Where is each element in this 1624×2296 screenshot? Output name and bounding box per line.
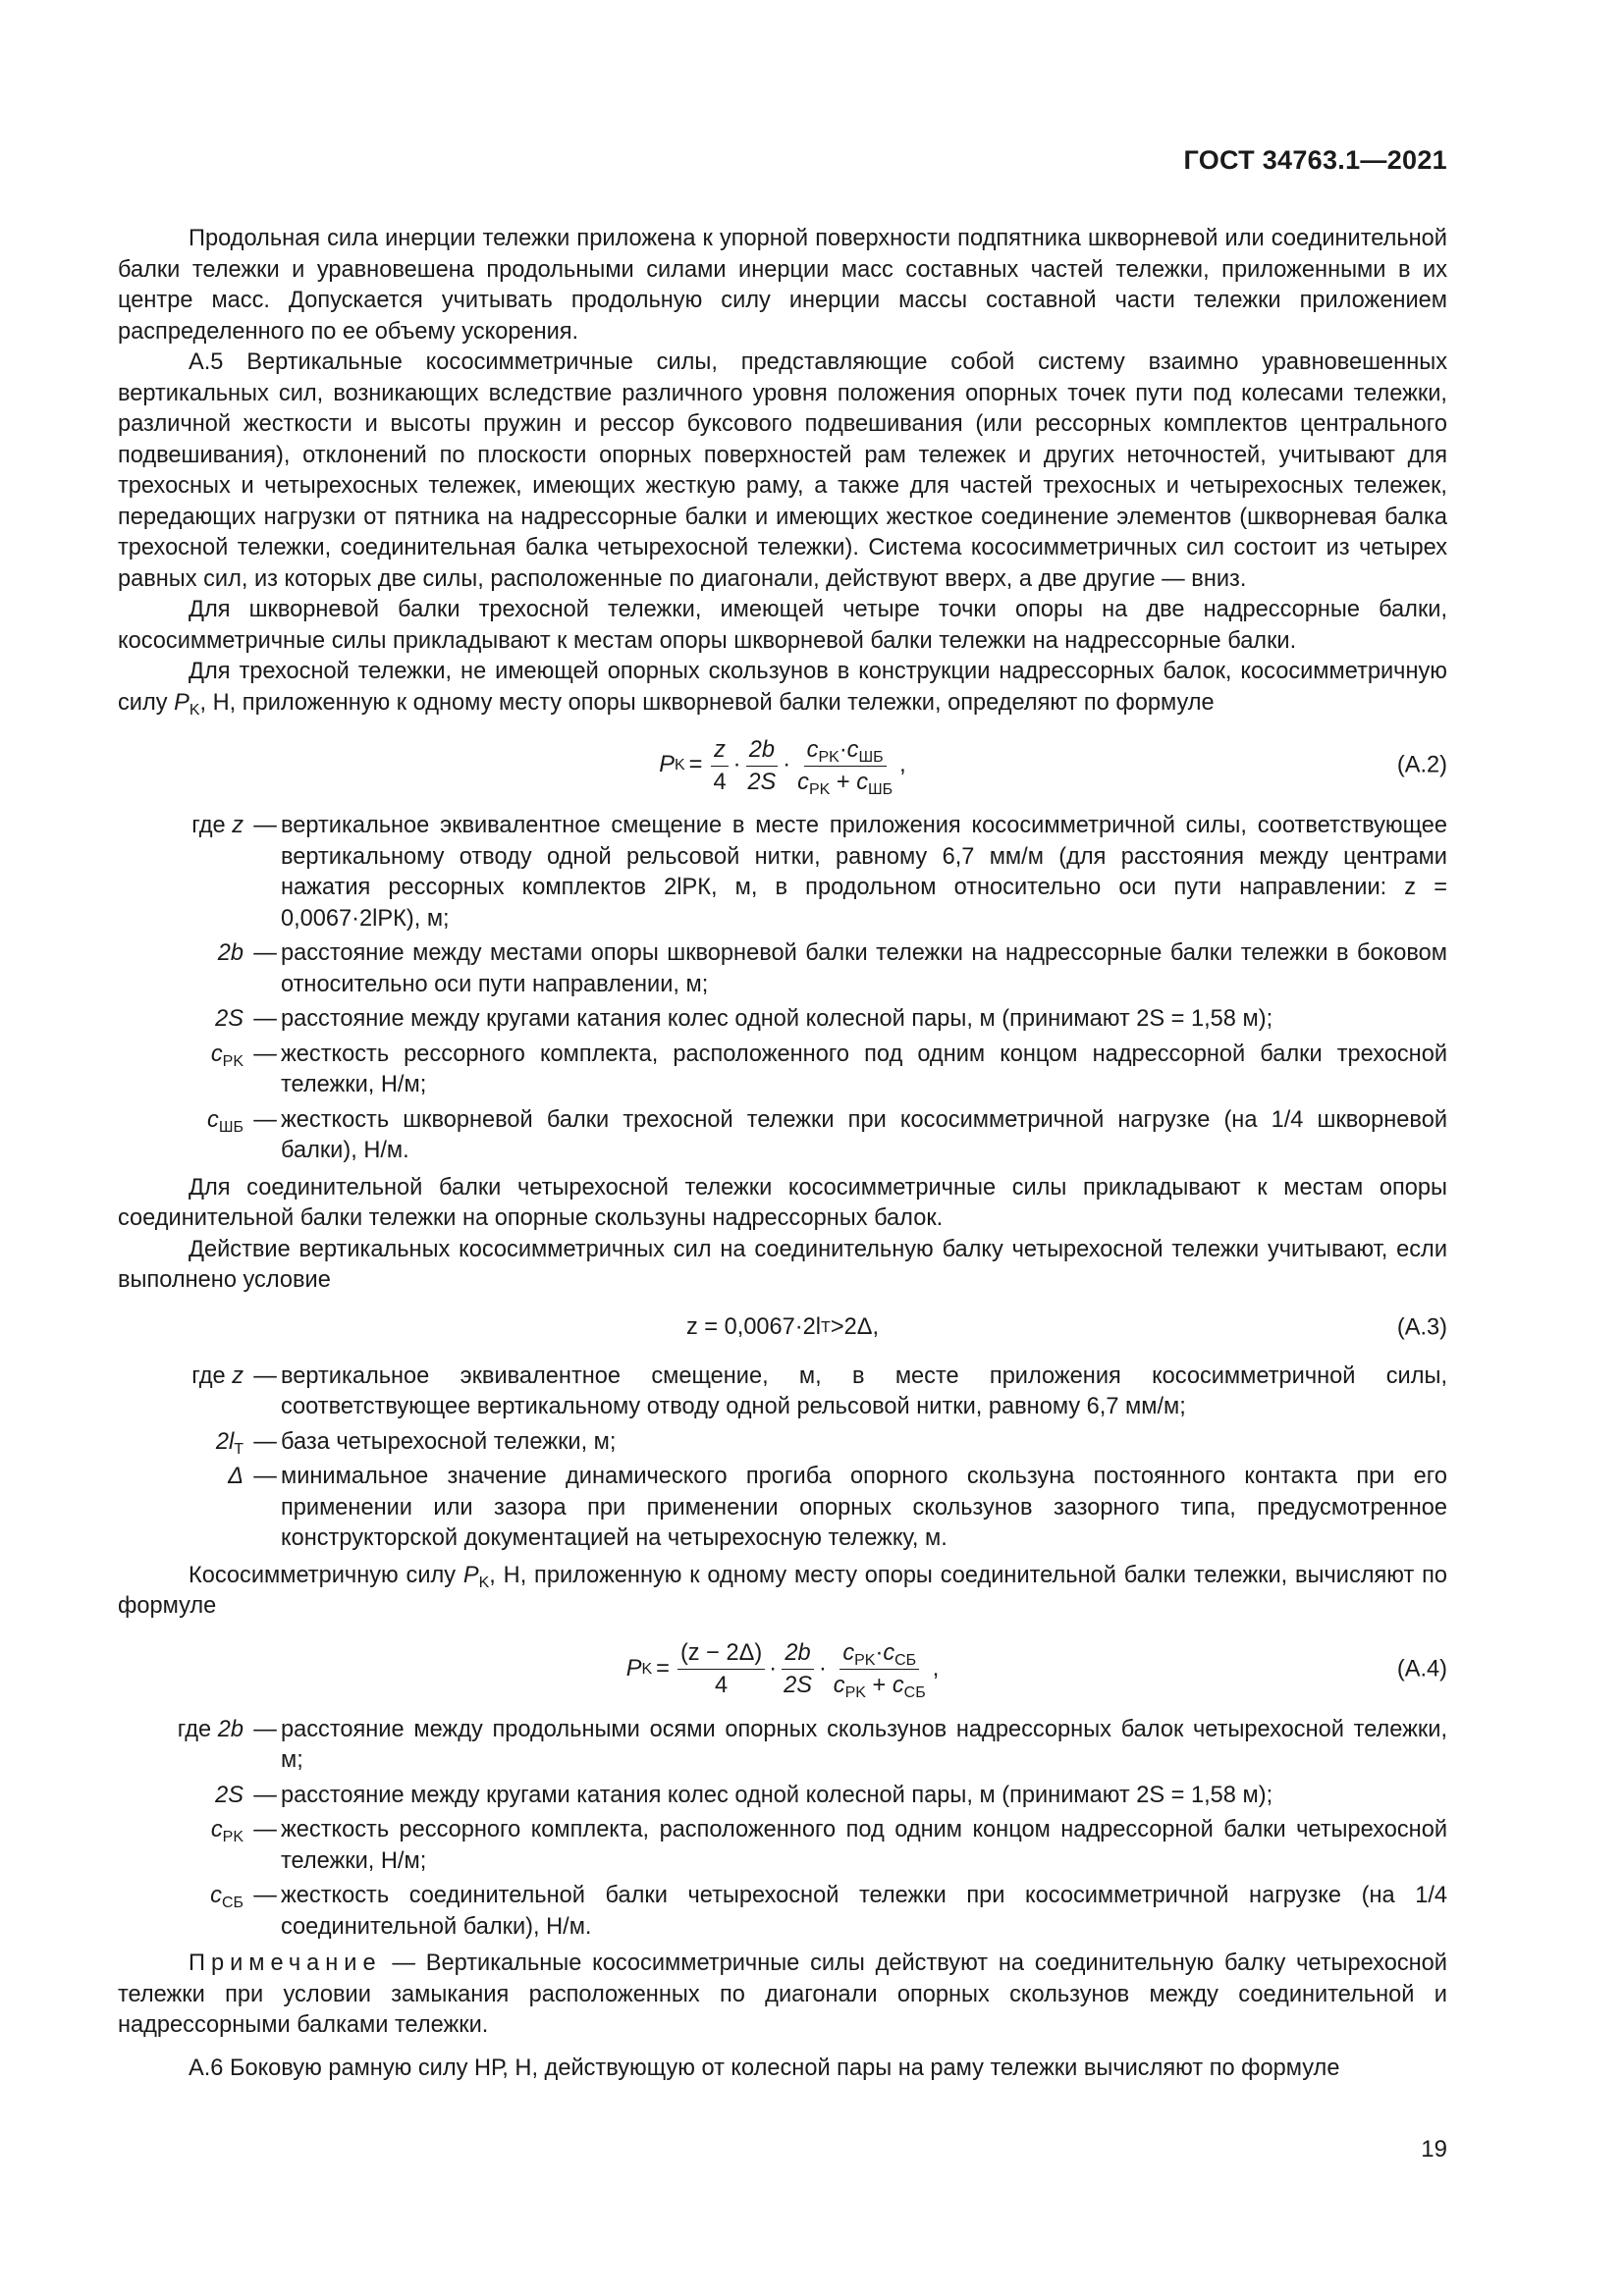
- definition-symbol: 2S: [215, 1782, 244, 1808]
- formula-number-a3: (А.3): [1396, 1313, 1447, 1340]
- fraction-2b-over-2s: $\frac{2b}{2S}$: [747, 736, 777, 795]
- definition-dash: —: [253, 1041, 277, 1067]
- definition-text: вертикальное эквивалентное смещение в месте приложения кососимметричной силы, соответствующее вертикальному отводу одной рельсовой нитки, равному 6,7 мм/м (для расстояния между центрами нажатия рессорных комплектов 2lРК, м, в продольном относительно оси пути направлении: z = 0,0067·2lРК), м;: [281, 813, 1447, 932]
- definition-dash: —: [253, 940, 277, 966]
- definition-row: [118, 1715, 1447, 1777]
- definition-dash: —: [253, 1362, 277, 1389]
- definition-symbol: $c_{PK}$: [210, 1041, 244, 1070]
- definition-symbol: где z: [191, 813, 244, 838]
- fraction-z-minus-delta-over-4: $\frac{(z - 2\Delta)}{4}$: [677, 1638, 765, 1700]
- paragraph-inertia-force: Продольная сила инерции тележки приложена к упорной поверхности подпятника шкворневой или соединительной балки тележки и уравновешена продольными силами инерции масс составных частей тележки, приложенными в их центре масс. Допускается учитывать продольную силу инерции массы составной части тележки приложением распределенного по ее объему ускорения.: [118, 226, 1447, 345]
- paragraph-connecting-beam: Для соединительной балки четырехосной тележки кососимметричные силы прикладывают к местам опоры соединительной балки тележки на опорные скользуны надрессорных балок.: [118, 1174, 1447, 1231]
- definition-dash: —: [253, 1716, 277, 1742]
- definition-symbol: $c_{PK}$: [210, 1817, 244, 1845]
- definition-symbol: $c_{СБ}$: [210, 1883, 244, 1911]
- formula-a3: z = 0,0067·2l T >2Δ, (А.3): [118, 1308, 1447, 1348]
- page-number: 19: [1421, 2136, 1447, 2163]
- definition-symbol: 2S: [215, 1006, 244, 1032]
- paragraph-a6: А.6 Боковую рамную силу HР, Н, действующую от колесной пары на раму тележки вычисляют по формуле: [189, 2055, 1340, 2081]
- definition-dash: —: [253, 1464, 277, 1489]
- document-code-header: ГОСТ 34763.1—2021: [1183, 145, 1447, 175]
- definition-text: жесткость соединительной балки четырехосной тележки при кососимметричной нагрузке (на 1/4 соединительной балки), Н/м.: [281, 1883, 1447, 1940]
- definition-row: [118, 1781, 1447, 1812]
- definition-symbol: $2l_T$: [215, 1428, 244, 1458]
- paragraph-kingpin-beam: Для шкворневой балки трехосной тележки, имеющей четыре точки опоры на две надрессорные балки, кососимметричные силы прикладывают к местам опоры шкворневой балки тележки на надрессорные балки.: [118, 597, 1447, 654]
- paragraph-condition-intro: Действие вертикальных кососимметричных сил на соединительную балку четырехосной тележки учитывают, если выполнено условие: [118, 1236, 1447, 1293]
- definition-row: [118, 1881, 1447, 1943]
- definition-symbol: $c_{ШБ}$: [207, 1106, 244, 1136]
- definition-row: [118, 1427, 1447, 1459]
- formula-a2: P K = $\frac{z}{4}$ · $\frac{2b}{2S}$ · $\frac{c_{PK}\cdot c_{ШБ}}{c_{PK} + c_{ШБ}}$ , (А.2): [659, 736, 1447, 798]
- definition-text: расстояние между продольными осями опорных скользунов надрессорных балок четырехосной тележки, м;: [281, 1716, 1447, 1773]
- definition-symbol: Δ: [228, 1464, 244, 1489]
- definition-symbol: где 2b: [177, 1716, 244, 1742]
- document-body: [118, 224, 1447, 2084]
- definition-row: [118, 1815, 1447, 1877]
- definition-text: жесткость рессорного комплекта, расположенного под одним концом надрессорной балки трехосной тележки, Н/м;: [281, 1041, 1447, 1097]
- definition-dash: —: [253, 1817, 277, 1842]
- note-paragraph: Примечание — Вертикальные кососимметричные силы действуют на соединительную балку четырехосной тележки при условии замыкания расположенных по диагонали опорных скользунов между соединительной и надрессорными балками тележки.: [118, 1950, 1447, 2038]
- definition-text: расстояние между кругами катания колес одной колесной пары, м (принимают 2S = 1,58 м);: [281, 1006, 1273, 1032]
- definition-text: жесткость шкворневой балки трехосной тележки при кососимметричной нагрузке (на 1/4 шкворневой балки), Н/м.: [281, 1106, 1447, 1163]
- definition-text: вертикальное эквивалентное смещение, м, в месте приложения кососимметричной силы, соответствующее вертикальному отводу одной рельсовой нитки, равному 6,7 мм/м;: [281, 1362, 1447, 1419]
- definition-row: [118, 1040, 1447, 1101]
- definition-text: расстояние между местами опоры шкворневой балки тележки на надрессорные балки тележки в боковом относительно оси пути направлении, м;: [281, 940, 1447, 997]
- definition-row: [118, 1462, 1447, 1555]
- definition-symbol: где z: [191, 1362, 244, 1389]
- fraction-stiffness: $\frac{c_{PK}\cdot c_{ШБ}}{c_{PK} + c_{ШБ}}$: [797, 736, 893, 798]
- definition-dash: —: [253, 813, 277, 838]
- fraction-z-over-4: $\frac{z}{4}$: [710, 735, 729, 797]
- definition-text: база четырехосной тележки, м;: [281, 1428, 617, 1455]
- definitions-a4: [118, 1715, 1447, 1944]
- paragraph-three-axle-formula-intro: Для трехосной тележки, не имеющей опорных скользунов в конструкции надрессорных балок, кососимметричную силу $P_K$, Н, приложенную к одному месту опоры шкворневой балки тележки, определяют по формуле: [118, 659, 1447, 719]
- definition-text: расстояние между кругами катания колес одной колесной пары, м (принимают 2S = 1,58 м);: [281, 1782, 1273, 1808]
- note-label: Примечание: [189, 1950, 382, 1976]
- definition-dash: —: [253, 1428, 277, 1455]
- definition-dash: —: [253, 1883, 277, 1908]
- formula-number-a2: (А.2): [1396, 752, 1447, 778]
- paragraph-a5: А.5 Вертикальные кососимметричные силы, представляющие собой систему взаимно уравновешенных вертикальных сил, возникающих вследствие различного уровня положения опорных точек пути под колесами тележки, различной жесткости и высоты пружин и рессор буксового подвешивания (или рессорных комплектов центрального подвешивания), отклонений по плоскости опорных поверхностей рам тележек и других неточностей, учитывают для трехосных и четырехосных тележек, имеющих жесткую раму, а также для частей трехосных и четырехосных тележек, передающих нагрузки от пятника на надрессорные балки и имеющих жесткое соединение элементов (шкворневая балка трехосной тележки, соединительная балка четырехосной тележки). Система кососимметричных сил состоит из четырех равных сил, из которых две силы, расположенные по диагонали, действуют вверх, а две другие — вниз.: [118, 349, 1447, 592]
- definition-text: жесткость рессорного комплекта, расположенного под одним концом надрессорной балки четырехосной тележки, Н/м;: [281, 1817, 1447, 1874]
- definition-row: [118, 1004, 1447, 1036]
- definition-row: [118, 938, 1447, 1000]
- fraction-stiffness: $\frac{c_{PK}\cdot c_{СБ}}{c_{PK} + c_{СБ}}$: [833, 1640, 926, 1701]
- formula-number-a4: (А.4): [1396, 1655, 1447, 1682]
- definition-row: [118, 811, 1447, 934]
- definition-dash: —: [253, 1782, 277, 1808]
- definition-symbol: 2b: [217, 940, 244, 966]
- definition-text: минимальное значение динамического прогиба опорного скользуна постоянного контакта при его применении или зазора при применении опорных скользунов зазорного типа, предусмотренное конструкторской документацией на четырехосную тележку, м.: [281, 1464, 1447, 1551]
- definition-dash: —: [253, 1106, 277, 1133]
- paragraph-four-axle-formula-intro: Кососимметричную силу $P_K$, Н, приложенную к одному месту опоры соединительной балки тележки, вычисляют по формуле: [118, 1562, 1447, 1619]
- fraction-2b-over-2s: $\frac{2b}{2S}$: [784, 1640, 812, 1698]
- formula-a4: P K = $\frac{(z - 2\Delta)}{4}$ · $\frac{2b}{2S}$ · $\frac{c_{PK}\cdot c_{СБ}}{c_{PK} + c_{СБ}}$ , (А.4): [625, 1640, 1447, 1701]
- definition-dash: —: [253, 1006, 277, 1032]
- definition-row: [118, 1362, 1447, 1423]
- definitions-a3: [118, 1362, 1447, 1555]
- definitions-a2: [118, 811, 1447, 1167]
- definition-row: [118, 1105, 1447, 1167]
